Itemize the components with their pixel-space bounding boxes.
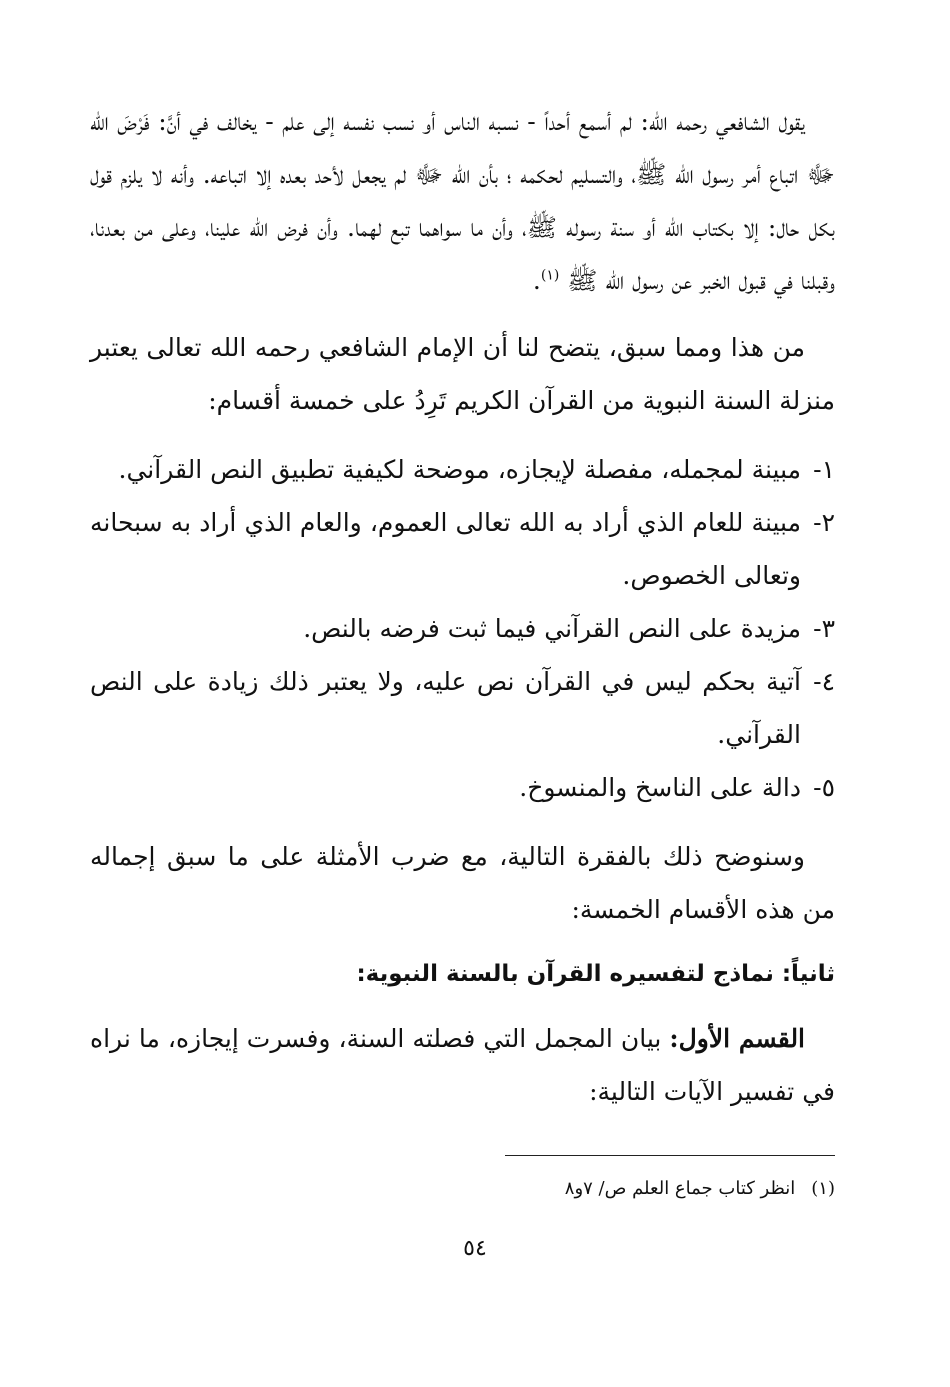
list-item-number: ٣- [813, 614, 835, 643]
section-heading: ثانياً: نماذج لتفسيره القرآن بالسنة النبوية: [356, 961, 835, 987]
list-item-number: ٥- [813, 773, 835, 802]
categories-list [90, 443, 835, 814]
footnote-reference[interactable]: (١) [540, 267, 560, 284]
page-body [90, 95, 835, 1118]
footnote-number: (١) [811, 1178, 835, 1199]
list-item-text: مبينة للعام الذي أراد به الله تعالى العموم، والعام الذي أراد به سبحانه وتعالى الخصوص. [90, 508, 801, 590]
paragraph-shafii-quote [90, 95, 835, 307]
list-item-text: دالة على الناسخ والمنسوخ. [519, 773, 801, 802]
list-item [90, 602, 835, 655]
list-item-number: ٢- [813, 508, 835, 537]
page-number: ٥٤ [463, 1236, 487, 1261]
list-item [90, 496, 835, 602]
list-item [90, 655, 835, 761]
paragraph-text: يقول الشافعي رحمه الله: لم أسمع أحداً - نسبه الناس أو نسب نفسه إلى علم - يخالف في أنَّ: فَرْضَ الله ﷻ اتباع أمر رسول الله ﷺ، والتسليم لحكمه ؛ بأن الله ﷻ لم يجعل لأحد بعده إلا اتباعه. وأنه لا يلزم قول بكل حال: إلا بكتاب الله أو سنة رسوله ﷺ، وأن ما سواهما تبع لهما. وأن فرض الله علينا، وعلى من بعدنا، وقبلنا في قبول الخبر عن رسول الله ﷺ [90, 107, 835, 295]
list-item-text: مبينة لمجمله، مفصلة لإيجازه، موضحة لكيفية تطبيق النص القرآني. [118, 455, 801, 484]
paragraph-end-mark: . [532, 266, 541, 295]
section-label: القسم الأول: [669, 1024, 806, 1053]
footnote-divider [505, 1155, 835, 1156]
list-item-text: آتية بحكم ليس في القرآن نص عليه، ولا يعتبر ذلك زيادة على النص القرآني. [90, 667, 801, 749]
list-item-number: ١- [813, 455, 835, 484]
list-item [90, 761, 835, 814]
footnote [335, 1174, 835, 1204]
list-item-text: مزيدة على النص القرآني فيما ثبت فرضه بالنص. [303, 614, 801, 643]
paragraph-first-section [90, 1012, 835, 1118]
footnote-text: انظر كتاب جماع العلم ص/ ٧و٨ [564, 1178, 796, 1199]
list-item-number: ٤- [813, 667, 835, 696]
paragraph-clarification: وسنوضح ذلك بالفقرة التالية، مع ضرب الأمثلة على ما سبق إجماله من هذه الأقسام الخمسة: [90, 842, 835, 924]
section-text: بيان المجمل التي فصلته السنة، وفسرت إيجازه، ما نراه في تفسير الآيات التالية: [90, 1024, 835, 1106]
list-item [90, 443, 835, 496]
paragraph-five-categories: من هذا ومما سبق، يتضح لنا أن الإمام الشافعي رحمه الله تعالى يعتبر منزلة السنة النبوية من القرآن الكريم تَرِدُ على خمسة أقسام: [90, 333, 835, 415]
